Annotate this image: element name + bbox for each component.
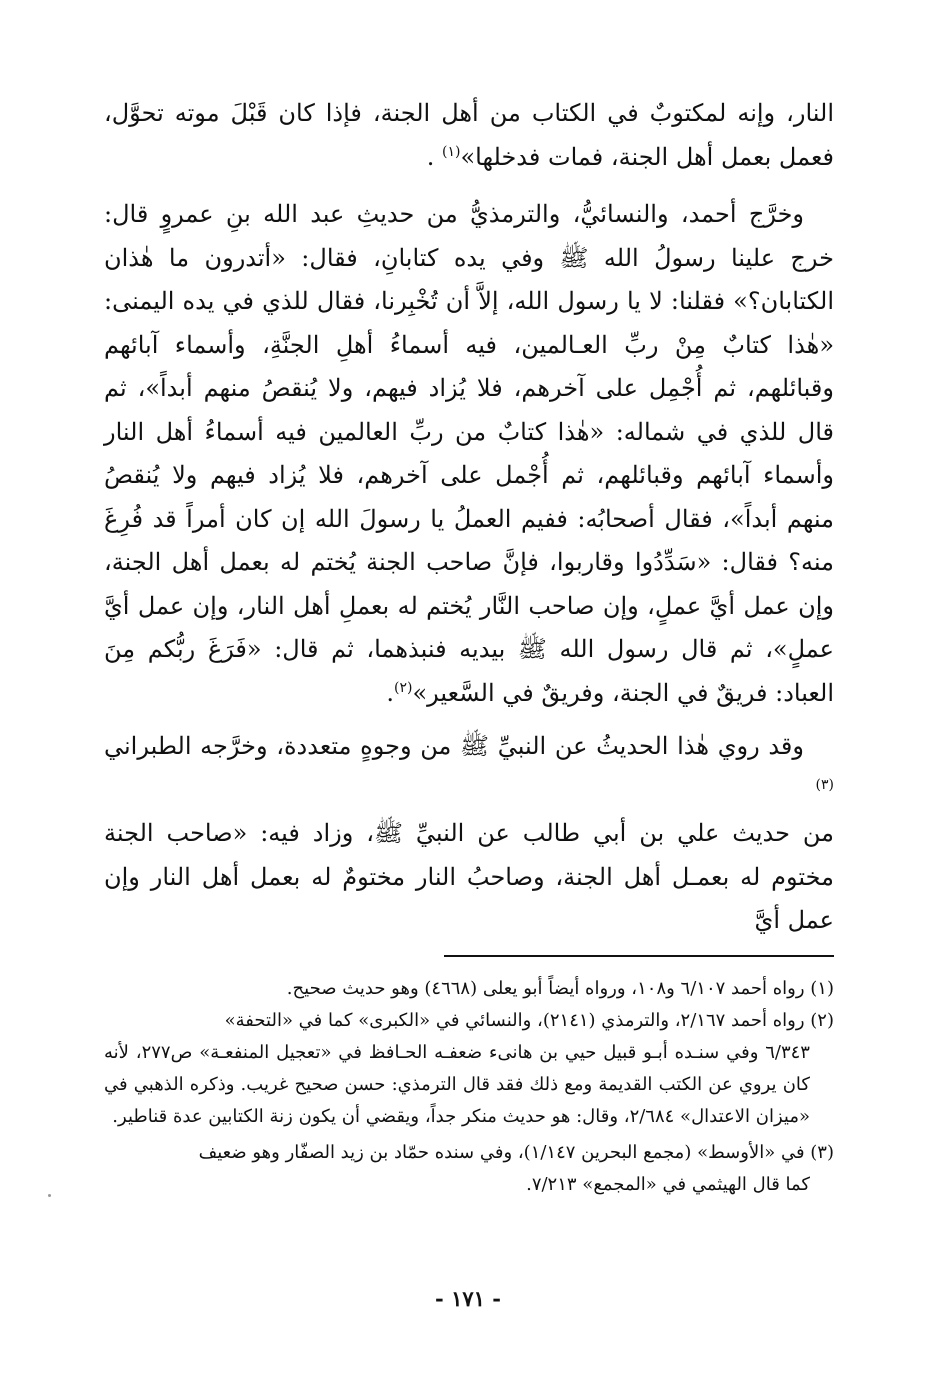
footnote-2: (٢) رواه أحمد ٢/١٦٧، والترمذي (٢١٤١)، والنسائي في «الكبرى» كما في «التحفة» — [224, 1009, 834, 1031]
footnote-ref-2: (٢) — [394, 679, 413, 696]
main-text — [104, 92, 834, 943]
footnote-separator — [444, 955, 834, 957]
footnote-3: (٣) في «الأوسط» (مجمع البحرين ١/١٤٧)، وفي سنده حمّاد بن زيد الصفّار وهو ضعيف — [198, 1141, 834, 1163]
paragraph-2: وخرَّج أحمد، والنسائيُّ، والترمذيُّ من حديثِ عبد الله بنِ عمروٍ قال: خرج علينا رسولُ الله ﷺ وفي يده كتابانِ، فقال: «أتدرون ما هٰذان الكتابان؟» فقلنا: لا يا رسول الله، إلاَّ أن تُخْبِرنا، فقال للذي في يده اليمنى: «هٰذا كتابٌ مِنْ ربِّ العـالمين، فيه أسماءُ أهلِ الجنَّةِ، وأسماء آبائهم وقبائلهم، ثم أُجْمِل على آخرهم، فلا يُزاد فيهم، ولا يُنقصُ منهم أبداً»، ثم قال للذي في شماله: «هٰذا كتابٌ من ربِّ العالمين فيه أسماءُ أهل النار وأسماء آبائهم وقبائلهم، ثم أُجْمل على آخرهم، فلا يُزاد فيهم ولا يُنقصُ منهم أبداً»، فقال أصحابُه: ففيم العملُ يا رسولَ الله إن كان أمراً قد فُرِغَ منه؟ فقال: «سَدِّدُوا وقاربوا، فإنَّ صاحب الجنة يُختم له بعمل أهل الجنة، وإن عمل أيَّ عملٍ، وإن صاحب النَّار يُختم له بعملِ أهل النار، وإن عمل أيَّ عملٍ»، ثم قال رسول الله ﷺ بيديه فنبذهما، ثم قال: «فَرَغَ ربُّكم مِنَ العباد: فريقٌ في الجنة، وفريقٌ في السَّعير»$^{(٢)}$. — [104, 200, 834, 707]
footnote-ref-1: (١) — [441, 143, 461, 160]
paragraph-1: النار، وإنه لمكتوبٌ في الكتاب من أهل الجنة، فإذا كان قَبْلَ موته تحوَّل، فعمل بعمل أهل الجنة، فمات فدخلها»$^{(١)}$ . — [104, 99, 834, 171]
footnote-3-continued: كما قال الهيثمي في «المجمع» ٧/٢١٣. — [526, 1173, 810, 1195]
scan-speck — [48, 1194, 51, 1197]
footnotes — [104, 973, 834, 1201]
footnote-1: (١) رواه أحمد ٦/١٠٧ و١٠٨، ورواه أيضاً أبو يعلى (٤٦٦٨) وهو حديث صحيح. — [286, 977, 834, 999]
paragraph-3: وقد روي هٰذا الحديثُ عن النبيِّ ﷺ من وجوهٍ متعددة، وخرَّجه الطبراني $^{(٣)}$ — [104, 732, 834, 793]
paragraph-4: من حديث علي بن أبي طالب عن النبيِّ ﷺ، وزاد فيه: «صاحب الجنة مختوم له بعمـل أهل الجنة، وصاحبُ النار مختومٌ له بعمل أهل النار وإن عمل أيَّ — [104, 819, 834, 934]
book-page — [104, 92, 834, 1201]
page-number: - ١٧١ - — [435, 1286, 501, 1311]
footnote-2-continued: ٦/٣٤٣ وفي سنـده أبـو قبيل حيي بن هانىء ضعفـه الحـافظ في «تعجيل المنفعـة» ص٢٧٧، لأنه كان يروي عن الكتب القديمة ومع ذلك فقد قال الترمذي: حسن صحيح غريب. وذكره الذهبي في «ميزان الاعتدال» ٢/٦٨٤، وقال: هو حديث منكر جداً، ويقضي أن يكون زنة الكتابين عدة قناطير. — [104, 1041, 810, 1127]
footnote-ref-3: (٣) — [815, 776, 834, 793]
